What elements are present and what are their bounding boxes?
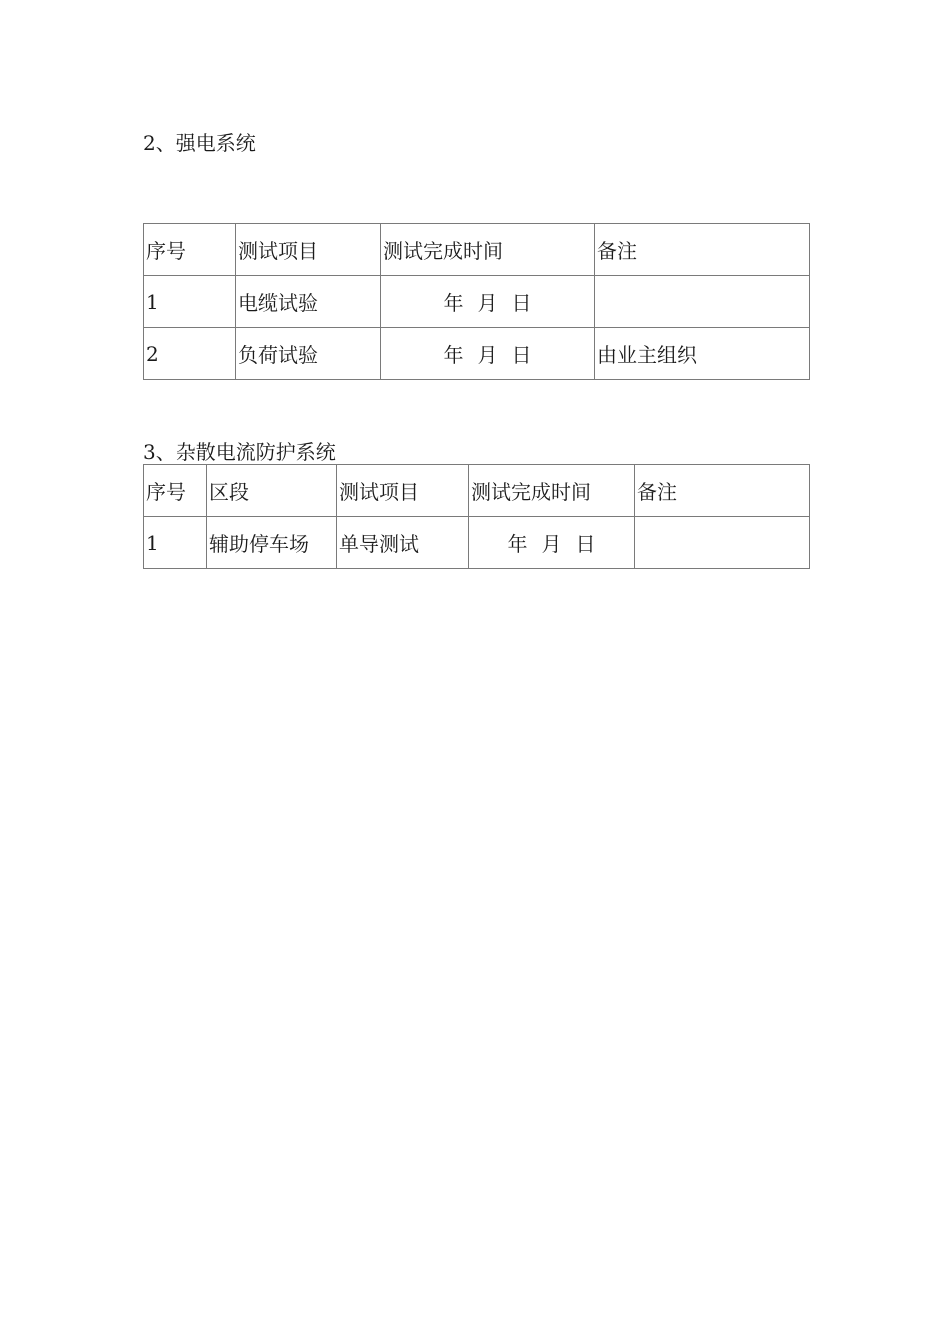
date-month: 月 bbox=[477, 291, 498, 315]
date-day: 日 bbox=[511, 291, 532, 315]
cell-section: 辅助停车场 bbox=[207, 517, 337, 569]
stray-current-test-table bbox=[143, 464, 810, 569]
cell-note: 由业主组织 bbox=[595, 328, 810, 380]
table-header-row bbox=[144, 465, 810, 517]
header-cell-item: 测试项目 bbox=[337, 465, 469, 517]
header-cell-note: 备注 bbox=[635, 465, 810, 517]
header-cell-no: 序号 bbox=[144, 224, 236, 276]
table-header-row bbox=[144, 224, 810, 276]
table-row bbox=[144, 276, 810, 328]
table-row bbox=[144, 517, 810, 569]
cell-item: 电缆试验 bbox=[236, 276, 381, 328]
date-year: 年 bbox=[507, 532, 528, 556]
header-cell-note: 备注 bbox=[595, 224, 810, 276]
section-3-title: 3、杂散电流防护系统 bbox=[143, 440, 336, 464]
cell-date bbox=[381, 328, 595, 380]
cell-note bbox=[635, 517, 810, 569]
cell-note bbox=[595, 276, 810, 328]
header-cell-no: 序号 bbox=[144, 465, 207, 517]
cell-no: 2 bbox=[144, 328, 236, 380]
section-2-title: 2、强电系统 bbox=[143, 131, 256, 155]
date-day: 日 bbox=[575, 532, 596, 556]
cell-no: 1 bbox=[144, 517, 207, 569]
power-system-test-table bbox=[143, 223, 810, 380]
cell-date bbox=[469, 517, 635, 569]
cell-date bbox=[381, 276, 595, 328]
cell-item: 负荷试验 bbox=[236, 328, 381, 380]
date-month: 月 bbox=[477, 343, 498, 367]
date-day: 日 bbox=[511, 343, 532, 367]
date-year: 年 bbox=[443, 343, 464, 367]
header-cell-date: 测试完成时间 bbox=[469, 465, 635, 517]
cell-item: 单导测试 bbox=[337, 517, 469, 569]
date-month: 月 bbox=[541, 532, 562, 556]
header-cell-date: 测试完成时间 bbox=[381, 224, 595, 276]
header-cell-section: 区段 bbox=[207, 465, 337, 517]
cell-no: 1 bbox=[144, 276, 236, 328]
date-year: 年 bbox=[443, 291, 464, 315]
header-cell-item: 测试项目 bbox=[236, 224, 381, 276]
table-row bbox=[144, 328, 810, 380]
